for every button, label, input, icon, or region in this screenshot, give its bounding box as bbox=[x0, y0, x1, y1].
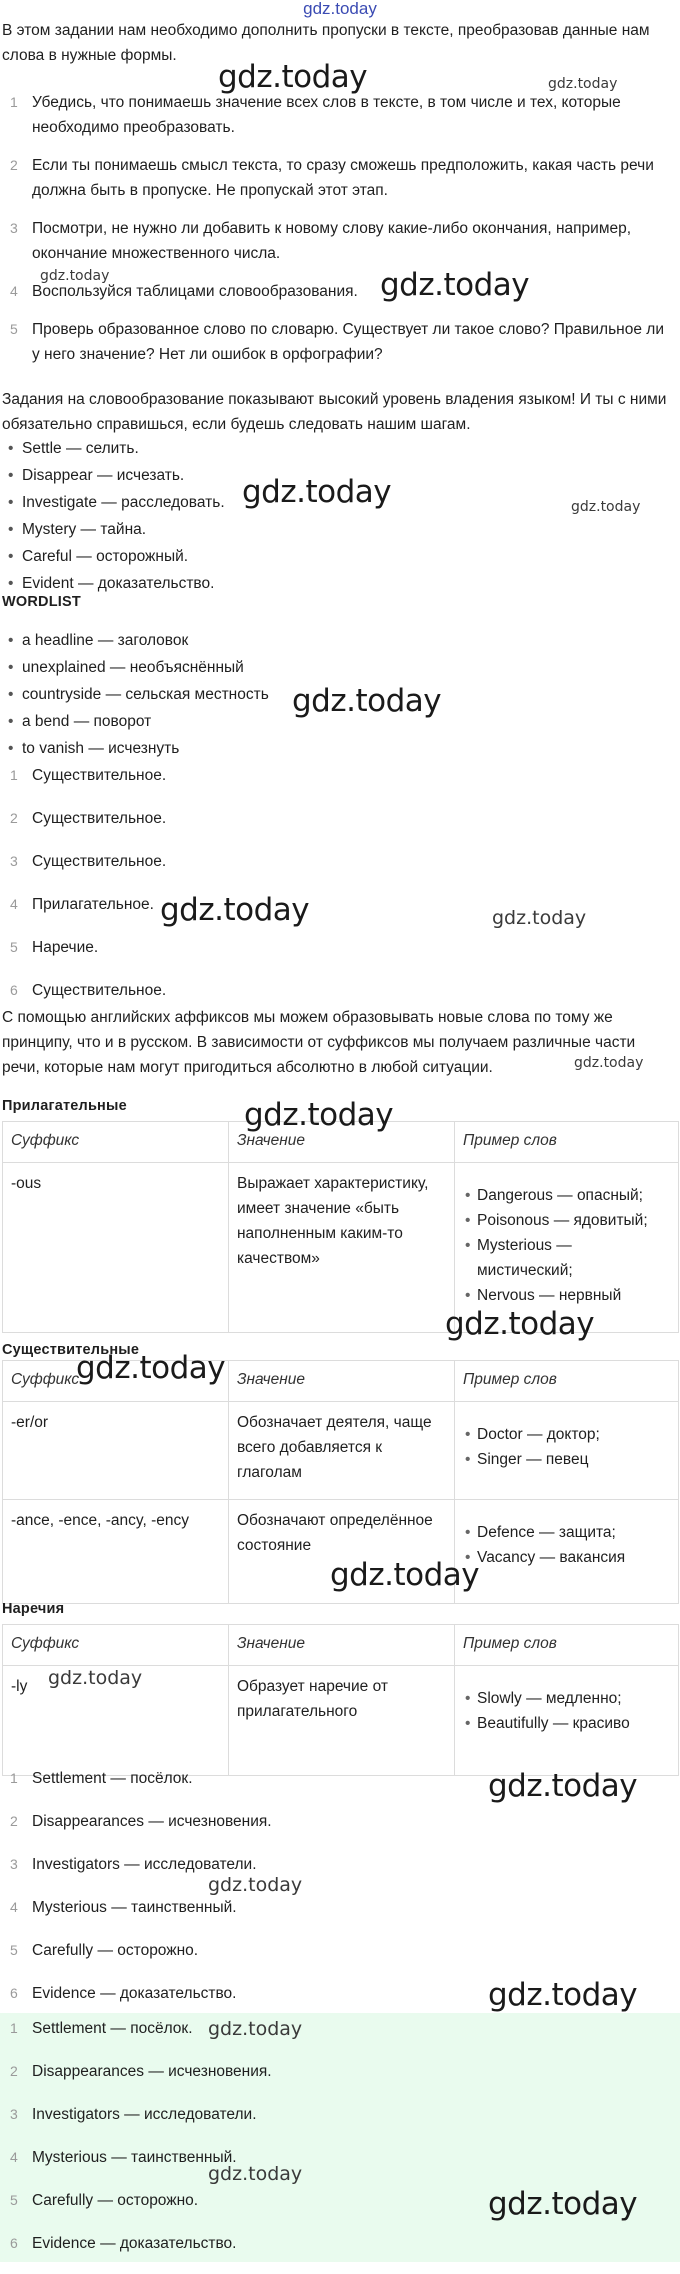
watermark: gdz.today bbox=[76, 1350, 226, 1386]
watermark: gdz.today bbox=[574, 1055, 644, 1071]
list-item bbox=[0, 2231, 676, 2256]
meaning-header: Значение bbox=[229, 1625, 455, 1666]
item-number: 4 bbox=[10, 1899, 18, 1915]
list-item bbox=[0, 2059, 676, 2084]
item-number: 6 bbox=[10, 2235, 18, 2251]
list-item: • countryside — сельская местность bbox=[0, 681, 676, 708]
item-text: Убедись, что понимаешь значение всех слов в тексте, в том числе и тех, которые необходимо преобразовать. bbox=[32, 94, 621, 136]
list-item bbox=[0, 2016, 676, 2041]
answers-list-highlighted bbox=[0, 2016, 676, 2274]
item-text: Mysterious — таинственный. bbox=[32, 1899, 237, 1916]
meaning-cell: Обозначает деятеля, чаще всего добавляется к глаголам bbox=[229, 1402, 455, 1500]
list-item bbox=[0, 1852, 676, 1877]
item-text: Существительное. bbox=[32, 810, 167, 827]
affix-text: С помощью английских аффиксов мы можем образовывать новые слова по тому же принципу, что и в русском. В зависимости от суффиксов мы получаем различные части речи, которые нам могут пригодиться абсолютно в любой ситуации. bbox=[2, 1009, 636, 1076]
item-text: Существительное. bbox=[32, 853, 167, 870]
meaning-header: Значение bbox=[229, 1361, 455, 1402]
site-logo[interactable]: gdz.today bbox=[303, 0, 377, 18]
item-number: 1 bbox=[10, 1770, 18, 1786]
item-number: 1 bbox=[10, 2020, 18, 2036]
list-item bbox=[0, 1809, 676, 1834]
example-word: • Mysterious — мистический; bbox=[463, 1233, 670, 1283]
watermark: gdz.today bbox=[380, 267, 530, 303]
answers-highlight bbox=[0, 2013, 680, 2262]
item-text: Disappearances — исчезновения. bbox=[32, 2063, 272, 2080]
item-number: 6 bbox=[10, 982, 18, 998]
item-number: 5 bbox=[10, 2192, 18, 2208]
watermark: gdz.today bbox=[208, 1874, 303, 1896]
item-text: Воспользуйся таблицами словообразования. bbox=[32, 283, 358, 300]
example-word: • Dangerous — опасный; bbox=[463, 1183, 670, 1208]
summary-text: Задания на словообразование показывают высокий уровень владения языком! И ты с ними обязательно справишься, если будешь следовать нашим шагам. bbox=[2, 391, 667, 433]
table-row bbox=[3, 1402, 679, 1500]
examples-header: Пример слов bbox=[455, 1361, 679, 1402]
watermark: gdz.today bbox=[208, 2018, 303, 2040]
item-text: Settlement — посёлок. bbox=[32, 1770, 193, 1787]
meaning-header: Значение bbox=[229, 1122, 455, 1163]
list-item: • Evident — доказательство. bbox=[0, 570, 676, 597]
list-item: • a bend — поворот bbox=[0, 708, 676, 735]
wordlist-heading: WORDLIST bbox=[2, 594, 81, 610]
watermark: gdz.today bbox=[160, 892, 310, 928]
list-item: • Settle — селить. bbox=[0, 435, 676, 462]
meaning-cell: Обозначают определённое состояние bbox=[229, 1500, 455, 1604]
item-number: 3 bbox=[10, 1856, 18, 1872]
examples-header: Пример слов bbox=[455, 1625, 679, 1666]
watermark: gdz.today bbox=[244, 1097, 394, 1133]
meaning-cell: Выражает характеристику, имеет значение «быть наполненным каким-то качеством» bbox=[229, 1163, 455, 1333]
list-item bbox=[0, 806, 676, 831]
list-item bbox=[0, 2145, 676, 2170]
steps-list bbox=[0, 90, 676, 380]
item-text: Существительное. bbox=[32, 767, 167, 784]
item-number: 4 bbox=[10, 896, 18, 912]
suffix-header: Суффикс bbox=[3, 1122, 229, 1163]
item-number: 5 bbox=[10, 1942, 18, 1958]
parts-of-speech-list bbox=[0, 763, 676, 1021]
item-number: 3 bbox=[10, 853, 18, 869]
examples-list bbox=[463, 1686, 670, 1736]
watermark: gdz.today bbox=[488, 1768, 638, 1804]
example-word: • Vacancy — вакансия bbox=[463, 1545, 670, 1570]
intro-text: В этом задании нам необходимо дополнить пропуски в тексте, преобразовав данные нам слова в нужные формы. bbox=[2, 22, 650, 64]
list-item bbox=[0, 935, 676, 960]
list-item: • unexplained — необъяснённый bbox=[0, 654, 676, 681]
adjectives-table bbox=[2, 1121, 679, 1333]
list-item bbox=[0, 763, 676, 788]
item-number: 1 bbox=[10, 94, 18, 110]
item-text: Посмотри, не нужно ли добавить к новому слову какие-либо окончания, например, окончание множественного числа. bbox=[32, 220, 632, 262]
item-number: 2 bbox=[10, 157, 18, 173]
list-item bbox=[0, 317, 676, 367]
examples-header: Пример слов bbox=[455, 1122, 679, 1163]
item-text: Наречие. bbox=[32, 939, 99, 956]
list-item bbox=[0, 849, 676, 874]
list-item bbox=[0, 978, 676, 1003]
item-text: Disappearances — исчезновения. bbox=[32, 1813, 272, 1830]
watermark: gdz.today bbox=[218, 59, 368, 95]
example-word: • Singer — певец bbox=[463, 1447, 670, 1472]
watermark: gdz.today bbox=[445, 1306, 595, 1342]
example-word: • Poisonous — ядовитый; bbox=[463, 1208, 670, 1233]
suffix-cell: -ance, -ence, -ancy, -ency bbox=[3, 1500, 229, 1604]
examples-cell bbox=[455, 1500, 679, 1604]
item-number: 4 bbox=[10, 2149, 18, 2165]
example-word: • Beautifully — красиво bbox=[463, 1711, 670, 1736]
list-item bbox=[0, 1938, 676, 1963]
watermark: gdz.today bbox=[492, 907, 587, 929]
list-item: • a headline — заголовок bbox=[0, 627, 676, 654]
suffix-cell: -ly bbox=[3, 1666, 229, 1776]
watermark: gdz.today bbox=[330, 1557, 480, 1593]
examples-list bbox=[463, 1422, 670, 1472]
nouns-heading: Существительные bbox=[2, 1342, 140, 1358]
suffix-header: Суффикс bbox=[3, 1625, 229, 1666]
watermark: gdz.today bbox=[242, 474, 392, 510]
item-text: Mysterious — таинственный. bbox=[32, 2149, 237, 2166]
watermark: gdz.today bbox=[292, 683, 442, 719]
item-text: Investigators — исследователи. bbox=[32, 2106, 257, 2123]
item-number: 5 bbox=[10, 939, 18, 955]
list-item bbox=[0, 2102, 676, 2127]
item-text: Investigators — исследователи. bbox=[32, 1856, 257, 1873]
item-text: Существительное. bbox=[32, 982, 167, 999]
item-text: Проверь образованное слово по словарю. Существует ли такое слово? Правильное ли у него значение? Нет ли ошибок в орфографии? bbox=[32, 321, 664, 363]
item-number: 1 bbox=[10, 767, 18, 783]
adverbs-table bbox=[2, 1624, 679, 1776]
item-number: 2 bbox=[10, 810, 18, 826]
watermark: gdz.today bbox=[548, 76, 618, 92]
list-item bbox=[0, 216, 676, 266]
suffix-cell: -ous bbox=[3, 1163, 229, 1333]
watermark: gdz.today bbox=[40, 268, 110, 284]
item-text: Evidence — доказательство. bbox=[32, 2235, 237, 2252]
list-item bbox=[0, 90, 676, 140]
watermark: gdz.today bbox=[488, 2186, 638, 2222]
item-number: 5 bbox=[10, 321, 18, 337]
list-item: • to vanish — исчезнуть bbox=[0, 735, 676, 762]
adjectives-heading: Прилагательные bbox=[2, 1098, 127, 1114]
example-word: • Slowly — медленно; bbox=[463, 1686, 670, 1711]
item-number: 2 bbox=[10, 2063, 18, 2079]
item-text: Evidence — доказательство. bbox=[32, 1985, 237, 2002]
adverbs-heading: Наречия bbox=[2, 1601, 65, 1617]
item-number: 6 bbox=[10, 1985, 18, 2001]
meaning-cell: Образует наречие от прилагательного bbox=[229, 1666, 455, 1776]
list-item bbox=[0, 1895, 676, 1920]
list-item: • Investigate — расследовать. bbox=[0, 489, 676, 516]
item-text: Carefully — осторожно. bbox=[32, 2192, 199, 2209]
example-word: • Doctor — доктор; bbox=[463, 1422, 670, 1447]
watermark: gdz.today bbox=[571, 499, 641, 515]
item-text: Если ты понимаешь смысл текста, то сразу сможешь предположить, какая часть речи должна быть в пропуске. Не пропускай этот этап. bbox=[32, 157, 654, 199]
item-number: 2 bbox=[10, 1813, 18, 1829]
watermark: gdz.today bbox=[48, 1667, 143, 1689]
item-number: 4 bbox=[10, 283, 18, 299]
examples-cell bbox=[455, 1666, 679, 1776]
list-item: • Careful — осторожный. bbox=[0, 543, 676, 570]
list-item bbox=[0, 153, 676, 203]
item-number: 3 bbox=[10, 2106, 18, 2122]
item-number: 3 bbox=[10, 220, 18, 236]
list-item: • Disappear — исчезать. bbox=[0, 462, 676, 489]
examples-list bbox=[463, 1183, 670, 1308]
examples-cell bbox=[455, 1402, 679, 1500]
suffix-cell: -er/or bbox=[3, 1402, 229, 1500]
examples-list bbox=[463, 1520, 670, 1570]
item-text: Carefully — осторожно. bbox=[32, 1942, 199, 1959]
watermark: gdz.today bbox=[488, 1977, 638, 2013]
item-text: Settlement — посёлок. bbox=[32, 2020, 193, 2037]
watermark: gdz.today bbox=[208, 2163, 303, 2185]
example-word: • Defence — защита; bbox=[463, 1520, 670, 1545]
item-text: Прилагательное. bbox=[32, 896, 154, 913]
example-word: • Nervous — нервный bbox=[463, 1283, 670, 1308]
suffix-header: Суффикс bbox=[3, 1361, 229, 1402]
list-item: • Mystery — тайна. bbox=[0, 516, 676, 543]
